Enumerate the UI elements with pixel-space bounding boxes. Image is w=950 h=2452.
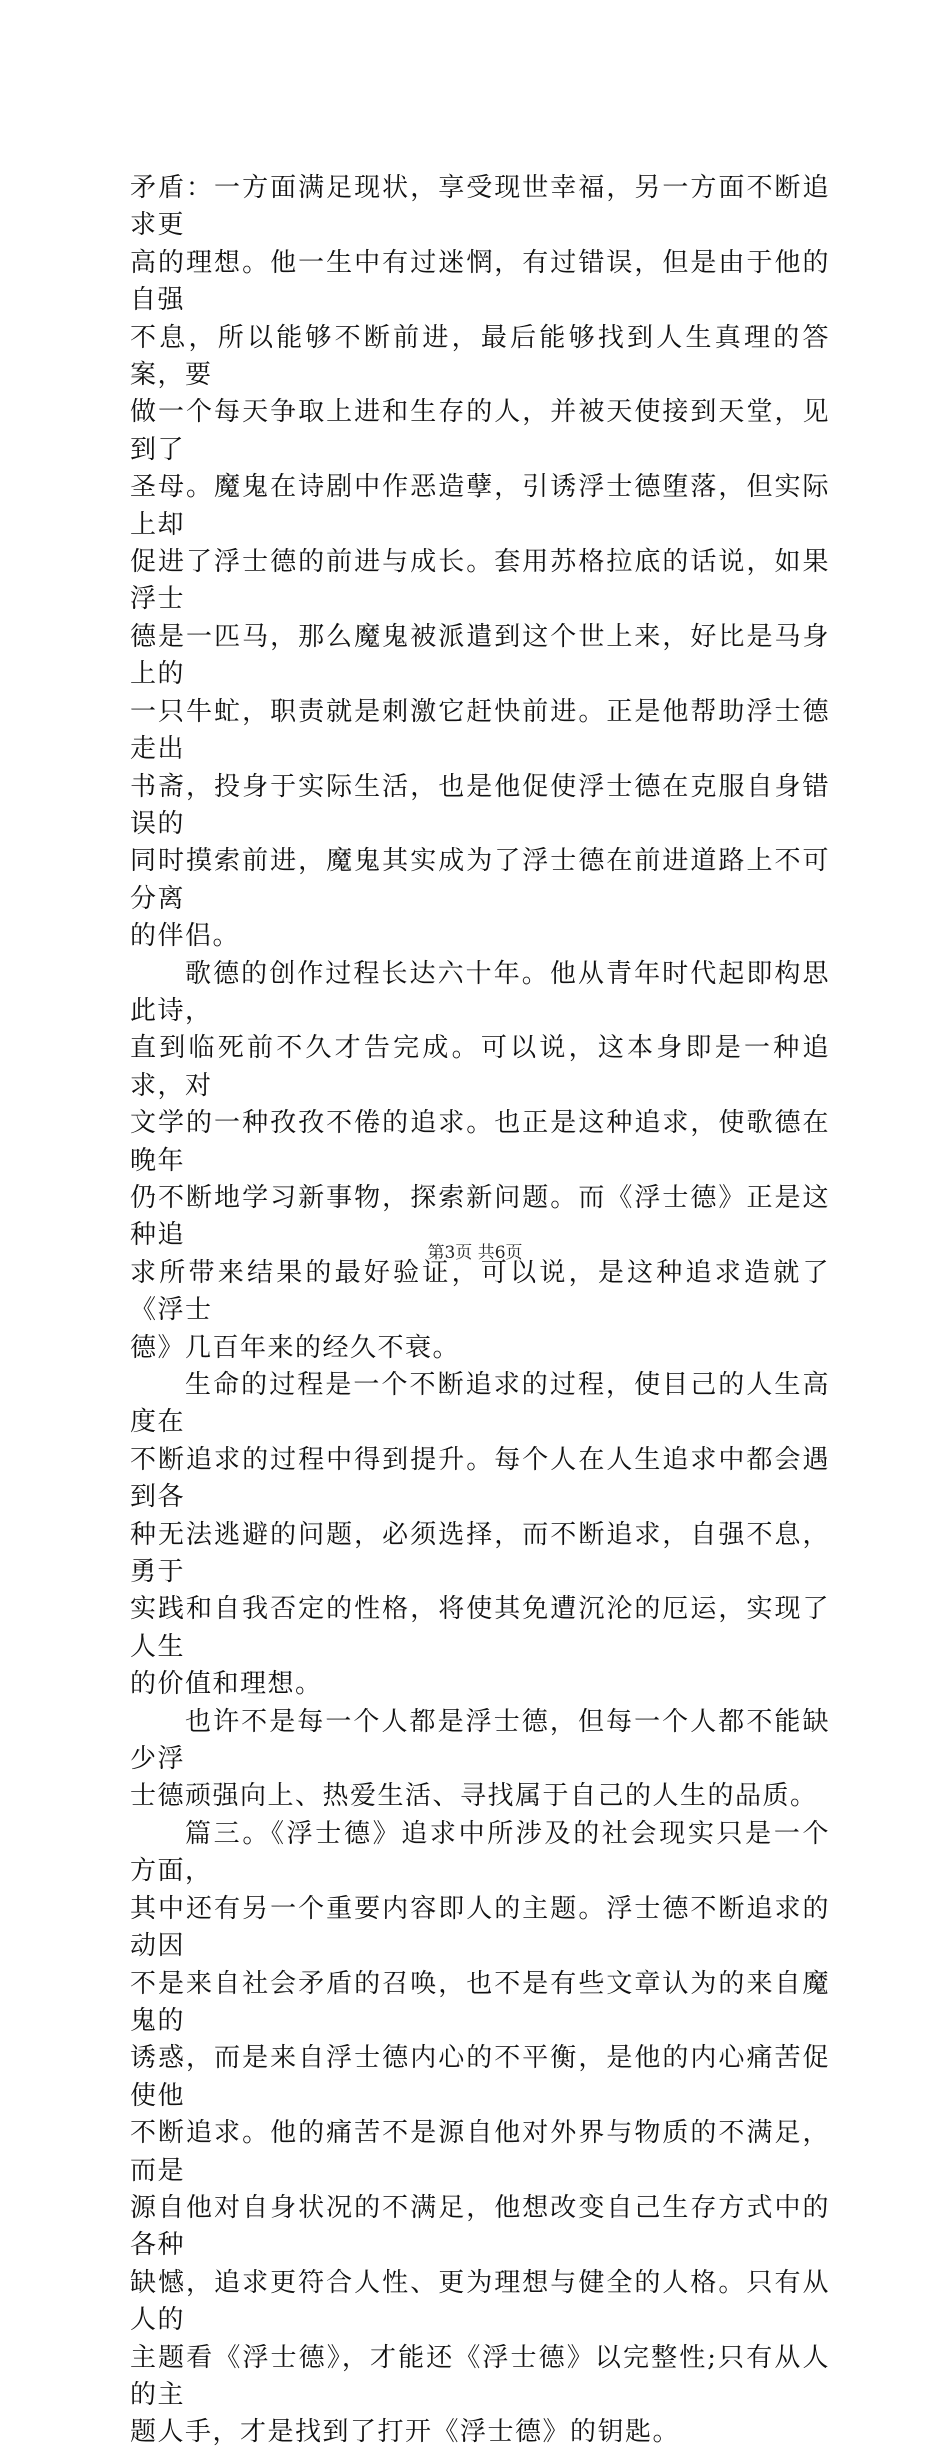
text-line: 促进了浮士德的前进与成长。套用苏格拉底的话说，如果浮士 bbox=[130, 547, 830, 615]
text-line: 生命的过程是一个不断追求的过程，使目己的人生高度在 bbox=[130, 1370, 830, 1438]
text-line: 缺憾，追求更符合人性、更为理想与健全的人格。只有从人的 bbox=[130, 2267, 830, 2336]
text-line: 不息，所以能够不断前进，最后能够找到人生真理的答案，要 bbox=[130, 322, 830, 391]
text-line: 高的理想。他一生中有过迷惘，有过错误，但是由于他的自强 bbox=[130, 247, 830, 316]
text-line: 求所带来结果的最好验证，可以说，是这种追求造就了《浮士 bbox=[130, 1257, 830, 1326]
text-line: 矛盾：一方面满足现状，享受现世幸福，另一方面不断追求更 bbox=[130, 173, 830, 241]
text-line: 的价值和理想。 bbox=[130, 1669, 323, 1700]
text-line: 也许不是每一个人都是浮士德，但每一个人都不能缺少浮 bbox=[130, 1706, 830, 1775]
text-line: 主题看《浮士德》，才能还《浮士德》以完整性;只有从人的主 bbox=[130, 2342, 830, 2410]
text-line: 书斋，投身于实际生活，也是他促使浮士德在克服自身错误的 bbox=[130, 771, 830, 839]
text-line: 德》几百年来的经久不衰。 bbox=[130, 1332, 461, 1363]
text-line: 仍不断地学习新事物，探索新问题。而《浮士德》正是这种追 bbox=[130, 1182, 830, 1251]
document-body bbox=[130, 170, 830, 2452]
text-line: 一只牛虻，职责就是刺激它赶快前进。正是他帮助浮士德走出 bbox=[130, 696, 830, 765]
text-line: 做一个每天争取上进和生存的人，并被天使接到天堂，见到了 bbox=[130, 397, 830, 465]
paragraph-life-pursuit bbox=[130, 1367, 830, 1704]
text-line: 种无法逃避的问题，必须选择，而不断追求，自强不息，勇于 bbox=[130, 1519, 830, 1588]
paragraph-goethe-creation bbox=[130, 956, 830, 1367]
text-line: 同时摸索前进，魔鬼其实成为了浮士德在前进道路上不可分离 bbox=[130, 846, 830, 914]
paragraph-continuation bbox=[130, 170, 830, 956]
text-line: 德是一匹马，那么魔鬼被派遣到这个世上来，好比是马身上的 bbox=[130, 621, 830, 690]
text-line: 士德顽强向上、热爱生活、寻找属于自己的人生的品质。 bbox=[130, 1781, 818, 1812]
text-line: 的伴侣。 bbox=[130, 921, 241, 952]
text-line: 直到临死前不久才告完成。可以说，这本身即是一种追求，对 bbox=[130, 1033, 830, 1101]
text-line: 不断追求的过程中得到提升。每个人在人生追求中都会遇到各 bbox=[130, 1444, 830, 1513]
text-line: 圣母。魔鬼在诗剧中作恶造孽，引诱浮士德堕落，但实际上却 bbox=[130, 472, 830, 540]
paragraph-part-three bbox=[130, 1816, 830, 2452]
text-line: 篇三。《浮士德》追求中所涉及的社会现实只是一个方面， bbox=[130, 1818, 830, 1887]
text-line: 题人手，才是找到了打开《浮士德》的钥匙。 bbox=[130, 2417, 681, 2448]
text-line: 不断追求。他的痛苦不是源自他对外界与物质的不满足，而是 bbox=[130, 2118, 830, 2186]
text-line: 不是来自社会矛盾的召唤，也不是有些文章认为的来自魔鬼的 bbox=[130, 1968, 830, 2036]
text-line: 实践和自我否定的性格，将使其免遭沉沦的厄运，实现了人生 bbox=[130, 1594, 830, 1662]
text-line: 其中还有另一个重要内容即人的主题。浮士德不断追求的动因 bbox=[130, 1893, 830, 1962]
text-line: 歌德的创作过程长达六十年。他从青年时代起即构思此诗， bbox=[130, 958, 830, 1026]
text-line: 文学的一种孜孜不倦的追求。也正是这种追求，使歌德在晚年 bbox=[130, 1108, 830, 1176]
page-number-footer: 第3页 共6页 bbox=[427, 1243, 523, 1263]
text-line: 源自他对自身状况的不满足，他想改变自己生存方式中的各种 bbox=[130, 2192, 830, 2261]
text-line: 诱惑，而是来自浮士德内心的不平衡，是他的内心痛苦促使他 bbox=[130, 2043, 830, 2111]
paragraph-faust-qualities bbox=[130, 1704, 830, 1816]
